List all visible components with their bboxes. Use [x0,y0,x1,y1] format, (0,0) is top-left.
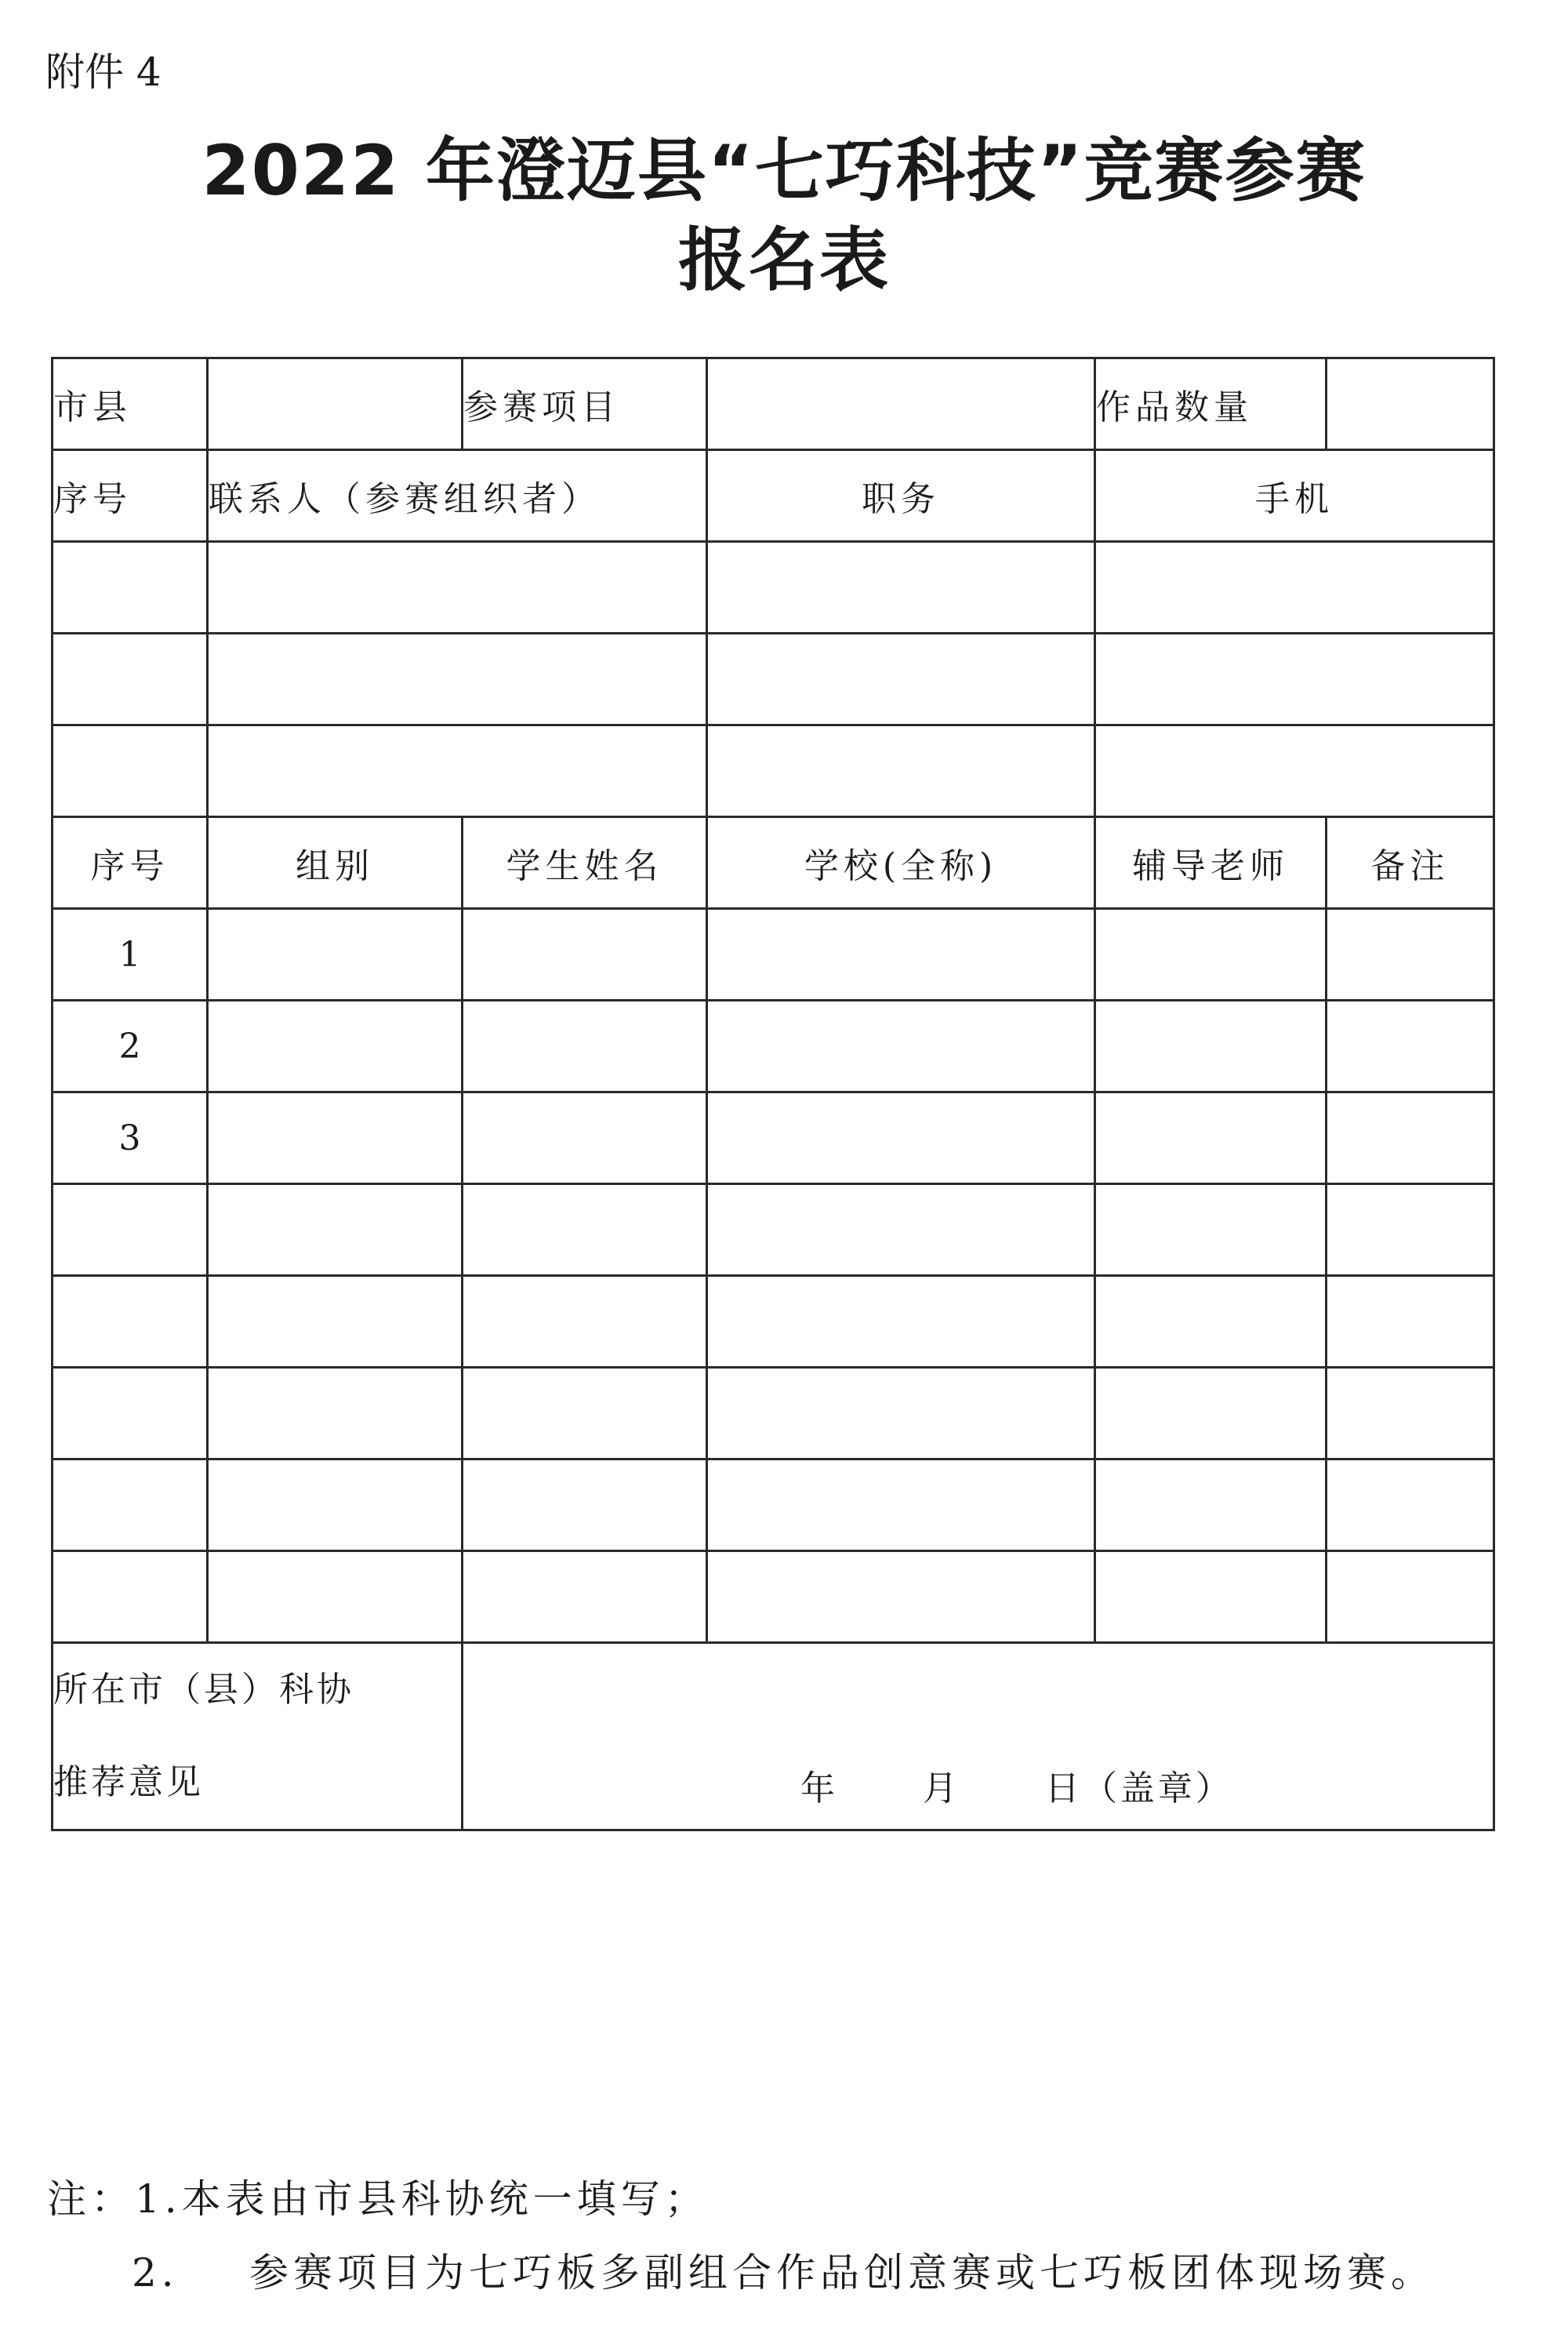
tutor-header: 辅导老师 [1095,817,1327,909]
school-cell[interactable] [707,1276,1095,1368]
student-name-cell[interactable] [463,1459,707,1551]
contact-row [53,725,1494,817]
remark-header: 备注 [1327,817,1494,909]
remark-cell[interactable] [1327,1001,1494,1092]
student-row [53,1459,1494,1551]
phone-cell[interactable] [1095,725,1494,817]
remark-cell[interactable] [1327,1092,1494,1184]
student-row [53,1092,1494,1184]
student-seq-cell: 3 [53,1092,208,1184]
group-cell[interactable] [208,1551,463,1643]
contact-seq-cell[interactable] [53,725,208,817]
student-row [53,1551,1494,1643]
recommendation-label [53,1643,463,1830]
registration-form-table [51,357,1495,1831]
contact-seq-cell[interactable] [53,542,208,634]
tutor-cell[interactable] [1095,1092,1327,1184]
city-field[interactable] [208,358,463,450]
contact-person-cell[interactable] [208,725,707,817]
student-seq-cell: 1 [53,909,208,1001]
student-name-cell[interactable] [463,1001,707,1092]
student-row [53,909,1494,1001]
student-row [53,1184,1494,1276]
school-cell[interactable] [707,1551,1095,1643]
student-header-row [53,817,1494,909]
note-2 [132,2241,1435,2298]
note-1: 注：1.本表由市县科协统一填写； [47,2176,709,2222]
school-cell[interactable] [707,909,1095,1001]
student-name-cell[interactable] [463,1184,707,1276]
contact-row [53,542,1494,634]
school-header: 学校(全称) [707,817,1095,909]
student-row [53,1368,1494,1459]
group-cell[interactable] [208,1001,463,1092]
remark-cell[interactable] [1327,909,1494,1001]
student-seq-cell [53,1276,208,1368]
student-name-header: 学生姓名 [463,817,707,909]
student-seq-header: 序号 [53,817,208,909]
group-header: 组别 [208,817,463,909]
student-seq-cell [53,1551,208,1643]
tutor-cell[interactable] [1095,1459,1327,1551]
student-row [53,1276,1494,1368]
remark-cell[interactable] [1327,1551,1494,1643]
tutor-cell[interactable] [1095,909,1327,1001]
recommendation-field[interactable] [463,1643,1494,1830]
student-row [53,1001,1494,1092]
tutor-cell[interactable] [1095,1551,1327,1643]
contact-seq-cell[interactable] [53,634,208,725]
group-cell[interactable] [208,1276,463,1368]
student-seq-cell [53,1368,208,1459]
note-2-number: 2. [132,2250,179,2295]
group-cell[interactable] [208,1368,463,1459]
tutor-cell[interactable] [1095,1276,1327,1368]
header-row-basic [53,358,1494,450]
group-cell[interactable] [208,1184,463,1276]
phone-header: 手机 [1095,450,1494,542]
position-cell[interactable] [707,634,1095,725]
count-label: 作品数量 [1095,358,1327,450]
contact-seq-header: 序号 [53,450,208,542]
group-cell[interactable] [208,909,463,1001]
student-name-cell[interactable] [463,1276,707,1368]
page-title: 2022 年澄迈县“七巧科技”竞赛参赛 [201,130,1367,211]
school-cell[interactable] [707,1184,1095,1276]
remark-cell[interactable] [1327,1276,1494,1368]
project-label: 参赛项目 [463,358,707,450]
phone-cell[interactable] [1095,542,1494,634]
position-cell[interactable] [707,725,1095,817]
project-field[interactable] [707,358,1095,450]
school-cell[interactable] [707,1001,1095,1092]
tutor-cell[interactable] [1095,1001,1327,1092]
date-seal-line: 年 月 日（盖章） [800,1768,1233,1808]
position-cell[interactable] [707,542,1095,634]
remark-cell[interactable] [1327,1368,1494,1459]
remark-cell[interactable] [1327,1459,1494,1551]
student-name-cell[interactable] [463,1092,707,1184]
student-name-cell[interactable] [463,909,707,1001]
school-cell[interactable] [707,1368,1095,1459]
student-seq-cell [53,1184,208,1276]
student-name-cell[interactable] [463,1368,707,1459]
recommendation-label-line1: 所在市（县）科协 [53,1670,354,1710]
note-2-text: 参赛项目为七巧板多副组合作品创意赛或七巧板团体现场赛。 [249,2250,1435,2295]
recommendation-row [53,1643,1494,1830]
student-name-cell[interactable] [463,1551,707,1643]
group-cell[interactable] [208,1459,463,1551]
student-seq-cell [53,1459,208,1551]
phone-cell[interactable] [1095,634,1494,725]
contact-person-cell[interactable] [208,542,707,634]
tutor-cell[interactable] [1095,1368,1327,1459]
city-label: 市县 [53,358,208,450]
contact-row [53,634,1494,725]
school-cell[interactable] [707,1092,1095,1184]
school-cell[interactable] [707,1459,1095,1551]
recommendation-label-line2: 推荐意见 [53,1762,204,1802]
position-header: 职务 [707,450,1095,542]
student-seq-cell: 2 [53,1001,208,1092]
attachment-label: 附件 4 [45,49,162,95]
page-subtitle: 报名表 [677,220,890,300]
group-cell[interactable] [208,1092,463,1184]
contact-header-row [53,450,1494,542]
count-field[interactable] [1327,358,1494,450]
contact-person-header: 联系人（参赛组织者） [208,450,707,542]
remark-cell[interactable] [1327,1184,1494,1276]
tutor-cell[interactable] [1095,1184,1327,1276]
contact-person-cell[interactable] [208,634,707,725]
